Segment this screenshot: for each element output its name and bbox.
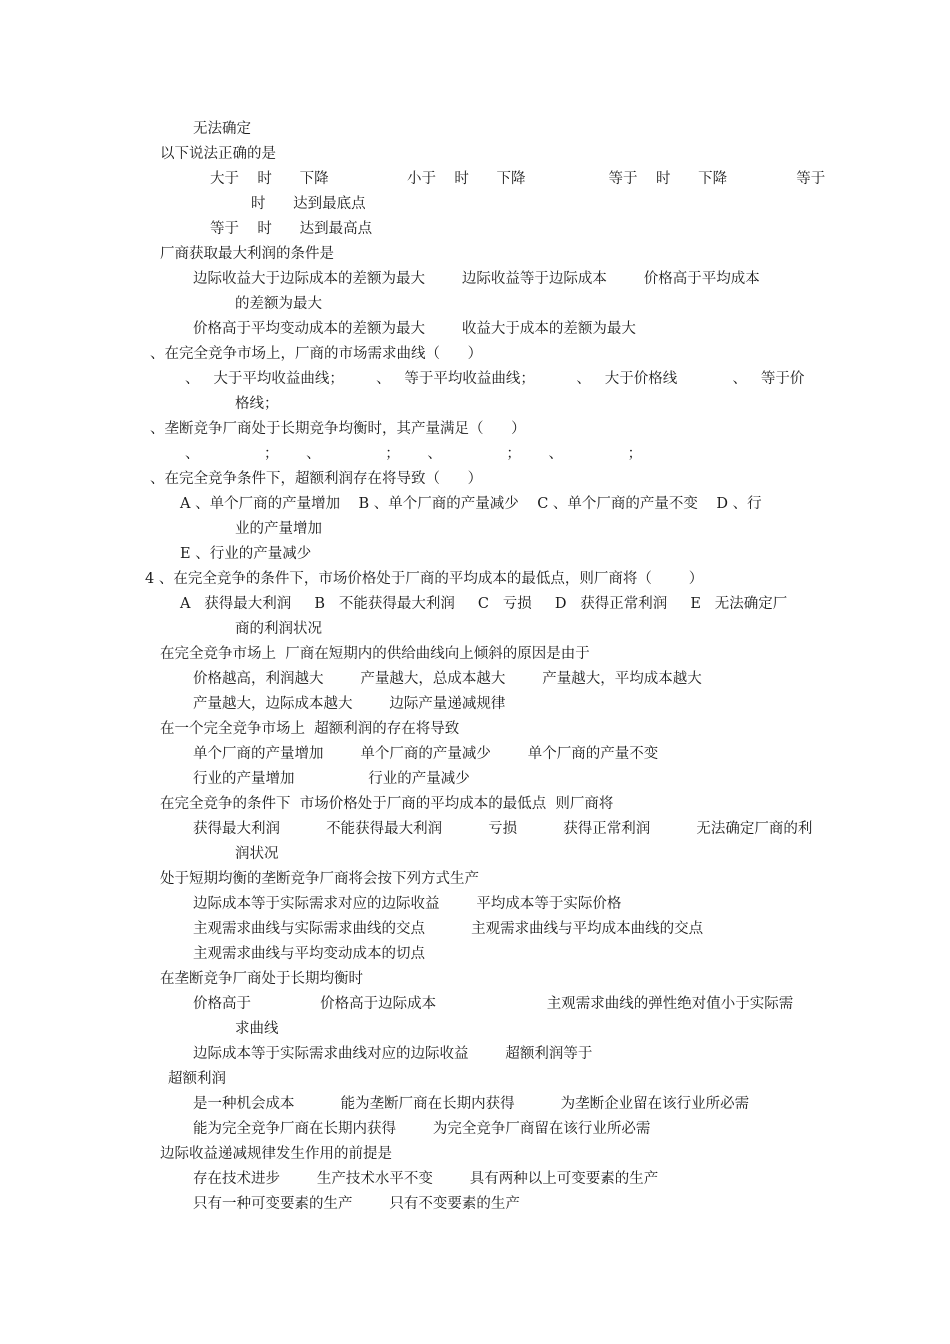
answer-options: 主观需求曲线与平均变动成本的切点 bbox=[193, 946, 425, 962]
answer-options: 价格高于平均变动成本的差额为最大 收益大于成本的差额为最大 bbox=[193, 321, 636, 337]
answer-options: 行业的产量增加 行业的产量减少 bbox=[193, 771, 470, 787]
question-stem: 在一个完全竞争市场上 超额利润的存在将导致 bbox=[160, 721, 460, 737]
question-stem: 处于短期均衡的垄断竞争厂商将会按下列方式生产 bbox=[160, 871, 479, 887]
answer-options: 时 达到最底点 bbox=[251, 196, 366, 212]
answer-options: 格线； bbox=[235, 396, 279, 412]
answer-options: 存在技术进步 生产技术水平不变 具有两种以上可变要素的生产 bbox=[193, 1171, 659, 1187]
question-stem: 、垄断竞争厂商处于长期竞争均衡时，其产量满足（ ） bbox=[150, 421, 526, 437]
question-stem: 、在完全竞争条件下，超额利润存在将导致（ ） bbox=[150, 471, 483, 487]
answer-options: 是一种机会成本 能为垄断厂商在长期内获得 为垄断企业留在该行业所必需 bbox=[193, 1096, 750, 1112]
question-stem: 以下说法正确的是 bbox=[160, 146, 276, 162]
answer-options: A 、单个厂商的产量增加 B 、单个厂商的产量减少 C 、单个厂商的产量不变 D 、行 bbox=[180, 496, 762, 512]
answer-options: 大于 时 下降 小于 时 下降 等于 时 下降 等于 bbox=[210, 171, 826, 187]
answer-options: 润状况 bbox=[235, 846, 279, 862]
answer-options: 主观需求曲线与实际需求曲线的交点 主观需求曲线与平均成本曲线的交点 bbox=[193, 921, 704, 937]
answer-options: 业的产量增加 bbox=[235, 521, 322, 537]
question-stem: 厂商获取最大利润的条件是 bbox=[160, 246, 334, 262]
answer-options: 的差额为最大 bbox=[235, 296, 322, 312]
answer-options: 产量越大，边际成本越大 边际产量递减规律 bbox=[193, 696, 506, 712]
answer-options: 商的利润状况 bbox=[235, 621, 322, 637]
question-stem: 在完全竞争的条件下 市场价格处于厂商的平均成本的最低点 则厂商将 bbox=[160, 796, 614, 812]
answer-options: 边际收益大于边际成本的差额为最大 边际收益等于边际成本 价格高于平均成本 bbox=[193, 271, 760, 287]
question-stem: 边际收益递减规律发生作用的前提是 bbox=[160, 1146, 392, 1162]
answer-options: 、 ； 、 ； 、 ； 、 ； bbox=[185, 446, 643, 462]
question-stem: 、在完全竞争市场上，厂商的市场需求曲线（ ） bbox=[150, 346, 483, 362]
answer-options: 只有一种可变要素的生产 只有不变要素的生产 bbox=[193, 1196, 520, 1212]
answer-options: A 获得最大利润 B 不能获得最大利润 C 亏损 D 获得正常利润 E 无法确定厂 bbox=[180, 596, 788, 612]
answer-options: 边际成本等于实际需求对应的边际收益 平均成本等于实际价格 bbox=[193, 896, 622, 912]
answer-options: 价格高于 价格高于边际成本 主观需求曲线的弹性绝对值小于实际需 bbox=[193, 996, 794, 1012]
answer-options: 等于 时 达到最高点 bbox=[210, 221, 373, 237]
question-stem: 4 、在完全竞争的条件下，市场价格处于厂商的平均成本的最低点，则厂商将（ ） bbox=[145, 571, 704, 587]
question-stem: 在完全竞争市场上 厂商在短期内的供给曲线向上倾斜的原因是由于 bbox=[160, 646, 590, 662]
answer-options: 边际成本等于实际需求曲线对应的边际收益 超额利润等于 bbox=[193, 1046, 593, 1062]
answer-options: 价格越高，利润越大 产量越大，总成本越大 产量越大，平均成本越大 bbox=[193, 671, 702, 687]
question-stem: 超额利润 bbox=[168, 1071, 226, 1087]
answer-options: 获得最大利润 不能获得最大利润 亏损 获得正常利润 无法确定厂商的利 bbox=[193, 821, 813, 837]
answer-options: 能为完全竞争厂商在长期内获得 为完全竞争厂商留在该行业所必需 bbox=[193, 1121, 651, 1137]
question-stem: 在垄断竞争厂商处于长期均衡时 bbox=[160, 971, 363, 987]
text-line: 无法确定 bbox=[193, 121, 251, 137]
answer-options: 单个厂商的产量增加 单个厂商的产量减少 单个厂商的产量不变 bbox=[193, 746, 659, 762]
answer-options: E 、行业的产量减少 bbox=[180, 546, 312, 562]
answer-options: 、 大于平均收益曲线； 、 等于平均收益曲线； 、 大于价格线 、 等于价 bbox=[185, 371, 805, 387]
answer-options: 求曲线 bbox=[235, 1021, 279, 1037]
